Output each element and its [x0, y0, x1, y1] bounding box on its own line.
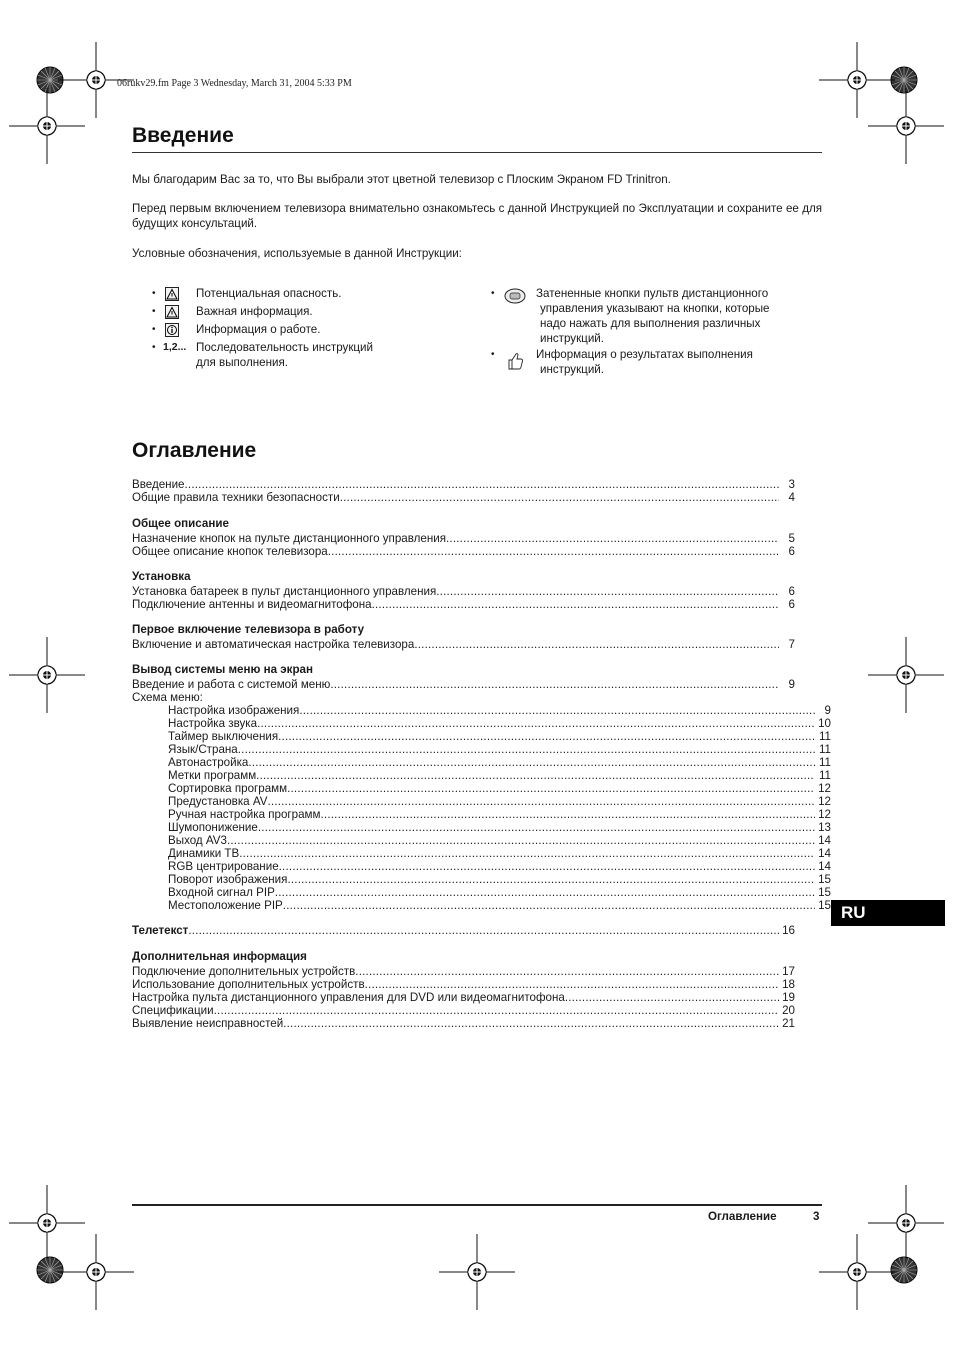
toc-leader-dots [238, 743, 815, 756]
toc-page-number: 15 [818, 873, 831, 886]
toc-page-number: 6 [788, 585, 795, 598]
toc-leader-dots [267, 795, 815, 808]
toc-page-number: 20 [782, 1004, 795, 1017]
toc-entry [132, 769, 831, 782]
sequence-prefix: 1,2... [163, 341, 187, 353]
toc-entry [132, 545, 795, 558]
toc-page-number: 14 [818, 860, 831, 873]
thumbs-up-icon [506, 351, 524, 375]
toc-entry-title: Включение и автоматическая настройка телевизора [132, 638, 415, 651]
toc-entry [132, 478, 795, 491]
toc-entry-title: Общее описание кнопок телевизора [132, 545, 328, 558]
toc-leader-dots [257, 717, 815, 730]
toc-page-number: 5 [788, 532, 795, 545]
toc-section-heading: Вывод системы меню на экран [132, 663, 314, 676]
toc-entry-title: Подключение антенны и видеомагнитофона [132, 598, 372, 611]
warning-triangle-icon [165, 287, 179, 301]
toc-entry [132, 730, 831, 743]
toc-leader-dots [283, 899, 815, 912]
toc-entry [132, 808, 831, 821]
intro-paragraph-1: Мы благодарим Вас за то, что Вы выбрали этот цветной телевизор с Плоским Экраном FD Trinitron. [132, 173, 671, 186]
toc-entry-title: Подключение дополнительных устройств [132, 965, 356, 978]
toc-leader-dots [321, 808, 816, 821]
legend-left: • Потенциальная опасность. • Важная информация. • Информация о работе. • 1,2... Последовательность инструкций для выполнения. [152, 287, 374, 369]
toc-entry-title: Местоположение PIP [168, 899, 283, 912]
toc-entry-title: Язык/Страна [168, 743, 238, 756]
toc-entry-title: Сортировка программ [168, 782, 288, 795]
toc-entry-title: RGB центрирование [168, 860, 279, 873]
footer-label: Оглавление [708, 1210, 777, 1223]
toc-leader-dots [214, 1004, 779, 1017]
toc-page-number: 12 [818, 795, 831, 808]
toc-page-number: 12 [818, 808, 831, 821]
toc-leader-dots [365, 978, 779, 991]
page-number: 3 [813, 1210, 820, 1223]
toc-leader-dots [283, 1017, 779, 1030]
footer-rule [132, 1204, 822, 1206]
toc-leader-dots [328, 545, 779, 558]
toc-entry-title: Введение [132, 478, 185, 491]
warning-triangle-icon [165, 305, 179, 319]
print-header: 06rukv29.fm Page 3 Wednesday, March 31, 2004 5:33 PM [117, 78, 352, 89]
toc-leader-dots [299, 704, 815, 717]
toc-entry-title: Шумопонижение [168, 821, 258, 834]
toc-page-number: 10 [818, 717, 831, 730]
toc-entry-title: Настройка звука [168, 717, 258, 730]
toc-page-number: 6 [788, 545, 795, 558]
remote-button-icon [504, 288, 526, 308]
toc-entry-title: Настройка пульта дистанционного управления для DVD или видеомагнитофона [132, 991, 565, 1004]
intro-paragraph-2: Перед первым включением телевизора внимательно ознакомьтесь с данной Инструкцией по Эксплуатации и сохраните ее для будущих консультаций. [132, 202, 822, 230]
legend-right: • Затененные кнопки пультв дистанционного управления указывают на кнопки, которые надо нажать для выполнения различных инструкций. • Информация о результатах выполнения инструкций. [491, 287, 770, 376]
toc-leader-dots [372, 598, 779, 611]
toc-entry [132, 678, 795, 691]
toc-entry-title: Использование дополнительных устройств [132, 978, 365, 991]
toc-entry-title: Выявление неисправностей [132, 1017, 284, 1030]
info-icon [165, 323, 179, 337]
toc-entry [132, 991, 795, 1004]
toc-leader-dots [258, 821, 815, 834]
toc-page-number: 9 [824, 704, 831, 717]
toc-entry [132, 860, 831, 873]
toc-page-number: 11 [818, 743, 831, 756]
toc-entry-title: Поворот изображения [168, 873, 288, 886]
toc-page-number: 16 [782, 924, 795, 937]
toc-page-number: 11 [818, 756, 831, 769]
title-rule [132, 152, 822, 153]
toc-leader-dots [355, 965, 779, 978]
toc-entry [132, 1017, 795, 1030]
toc-entry-title: Установка батареек в пульт дистанционного управления [132, 585, 437, 598]
toc-page-number: 21 [782, 1017, 795, 1030]
toc-entry [132, 532, 795, 545]
toc-page-number: 13 [818, 821, 831, 834]
toc-entry-title: Выход AV3 [168, 834, 227, 847]
toc-entry-title: Предустановка AV [168, 795, 268, 808]
toc-section-heading: Первое включение телевизора в работу [132, 623, 365, 636]
toc-leader-dots [330, 678, 779, 691]
toc-entry [132, 691, 795, 704]
toc-leader-dots [188, 924, 779, 937]
toc-leader-dots [275, 886, 815, 899]
toc-entry [132, 491, 795, 504]
toc-entry [132, 638, 795, 651]
toc-entry-title: Входной сигнал PIP [168, 886, 275, 899]
toc-entry-title: Автонастройка [168, 756, 249, 769]
toc-leader-dots [287, 782, 815, 795]
toc-leader-dots [414, 638, 779, 651]
toc-page-number: 18 [782, 978, 795, 991]
toc-entry [132, 886, 831, 899]
toc-entry [132, 704, 831, 717]
toc-page-number: 7 [788, 638, 795, 651]
toc-entry [132, 598, 795, 611]
toc-section-heading: Общее описание [132, 517, 229, 530]
toc-page-number: 4 [788, 491, 795, 504]
toc-page-number: 12 [818, 782, 831, 795]
toc-entry [132, 1004, 795, 1017]
toc-entry [132, 782, 831, 795]
toc-leader-dots [436, 585, 779, 598]
toc-page-number: 15 [818, 899, 831, 912]
toc-entry [132, 834, 831, 847]
toc-entry [132, 795, 831, 808]
toc-page-number: 17 [782, 965, 795, 978]
toc-leader-dots [565, 991, 779, 1004]
toc-entry [132, 899, 831, 912]
toc-page-number: 11 [818, 769, 831, 782]
toc-page-number: 15 [818, 886, 831, 899]
toc-entry-title: Схема меню: [132, 691, 203, 704]
toc-section-heading: Дополнительная информация [132, 950, 307, 963]
toc-entry-title: Метки программ [168, 769, 257, 782]
toc-leader-dots [248, 756, 815, 769]
toc-leader-dots [239, 847, 815, 860]
toc-page-number: 14 [818, 834, 831, 847]
toc-entry [132, 965, 795, 978]
toc-leader-dots [278, 730, 815, 743]
toc-leader-dots [287, 873, 815, 886]
toc-entry [132, 924, 795, 937]
toc-page-number: 6 [788, 598, 795, 611]
toc-entry-title: Общие правила техники безопасности [132, 491, 340, 504]
toc-leader-dots [256, 769, 815, 782]
toc-entry [132, 743, 831, 756]
toc-entry-title: Назначение кнопок на пульте дистанционного управления [132, 532, 446, 545]
toc-leader-dots [279, 860, 815, 873]
toc-page-number: 11 [818, 730, 831, 743]
toc-entry-title: Динамики ТВ [168, 847, 240, 860]
toc-leader-dots [227, 834, 815, 847]
toc-page-number: 3 [788, 478, 795, 491]
toc-leader-dots [340, 491, 779, 504]
toc-leader-dots [185, 478, 780, 491]
toc-entry-title: Настройка изображения [168, 704, 300, 717]
toc-entry [132, 978, 795, 991]
toc-entry [132, 821, 831, 834]
intro-title: Введение [132, 124, 234, 147]
language-tab: RU [831, 900, 945, 926]
toc-leader-dots [446, 532, 779, 545]
toc-section-heading: Установка [132, 570, 191, 583]
intro-paragraph-3: Условные обозначения, используемые в данной Инструкции: [132, 247, 462, 260]
toc-entry [132, 756, 831, 769]
toc-entry [132, 585, 795, 598]
toc-page-number: 9 [788, 678, 795, 691]
toc-entry-title: Введение и работа с системой меню [132, 678, 331, 691]
toc-entry [132, 847, 831, 860]
toc-entry [132, 717, 831, 730]
toc-entry-title: Таймер выключения [168, 730, 279, 743]
toc-page-number: 19 [782, 991, 795, 1004]
toc-entry-title: Ручная настройка программ [168, 808, 321, 821]
toc-entry-title: Спецификации [132, 1004, 214, 1017]
toc-title: Оглавление [132, 439, 257, 462]
toc-entry [132, 873, 831, 886]
toc-entry-title: Телетекст [132, 924, 189, 937]
toc-page-number: 14 [818, 847, 831, 860]
